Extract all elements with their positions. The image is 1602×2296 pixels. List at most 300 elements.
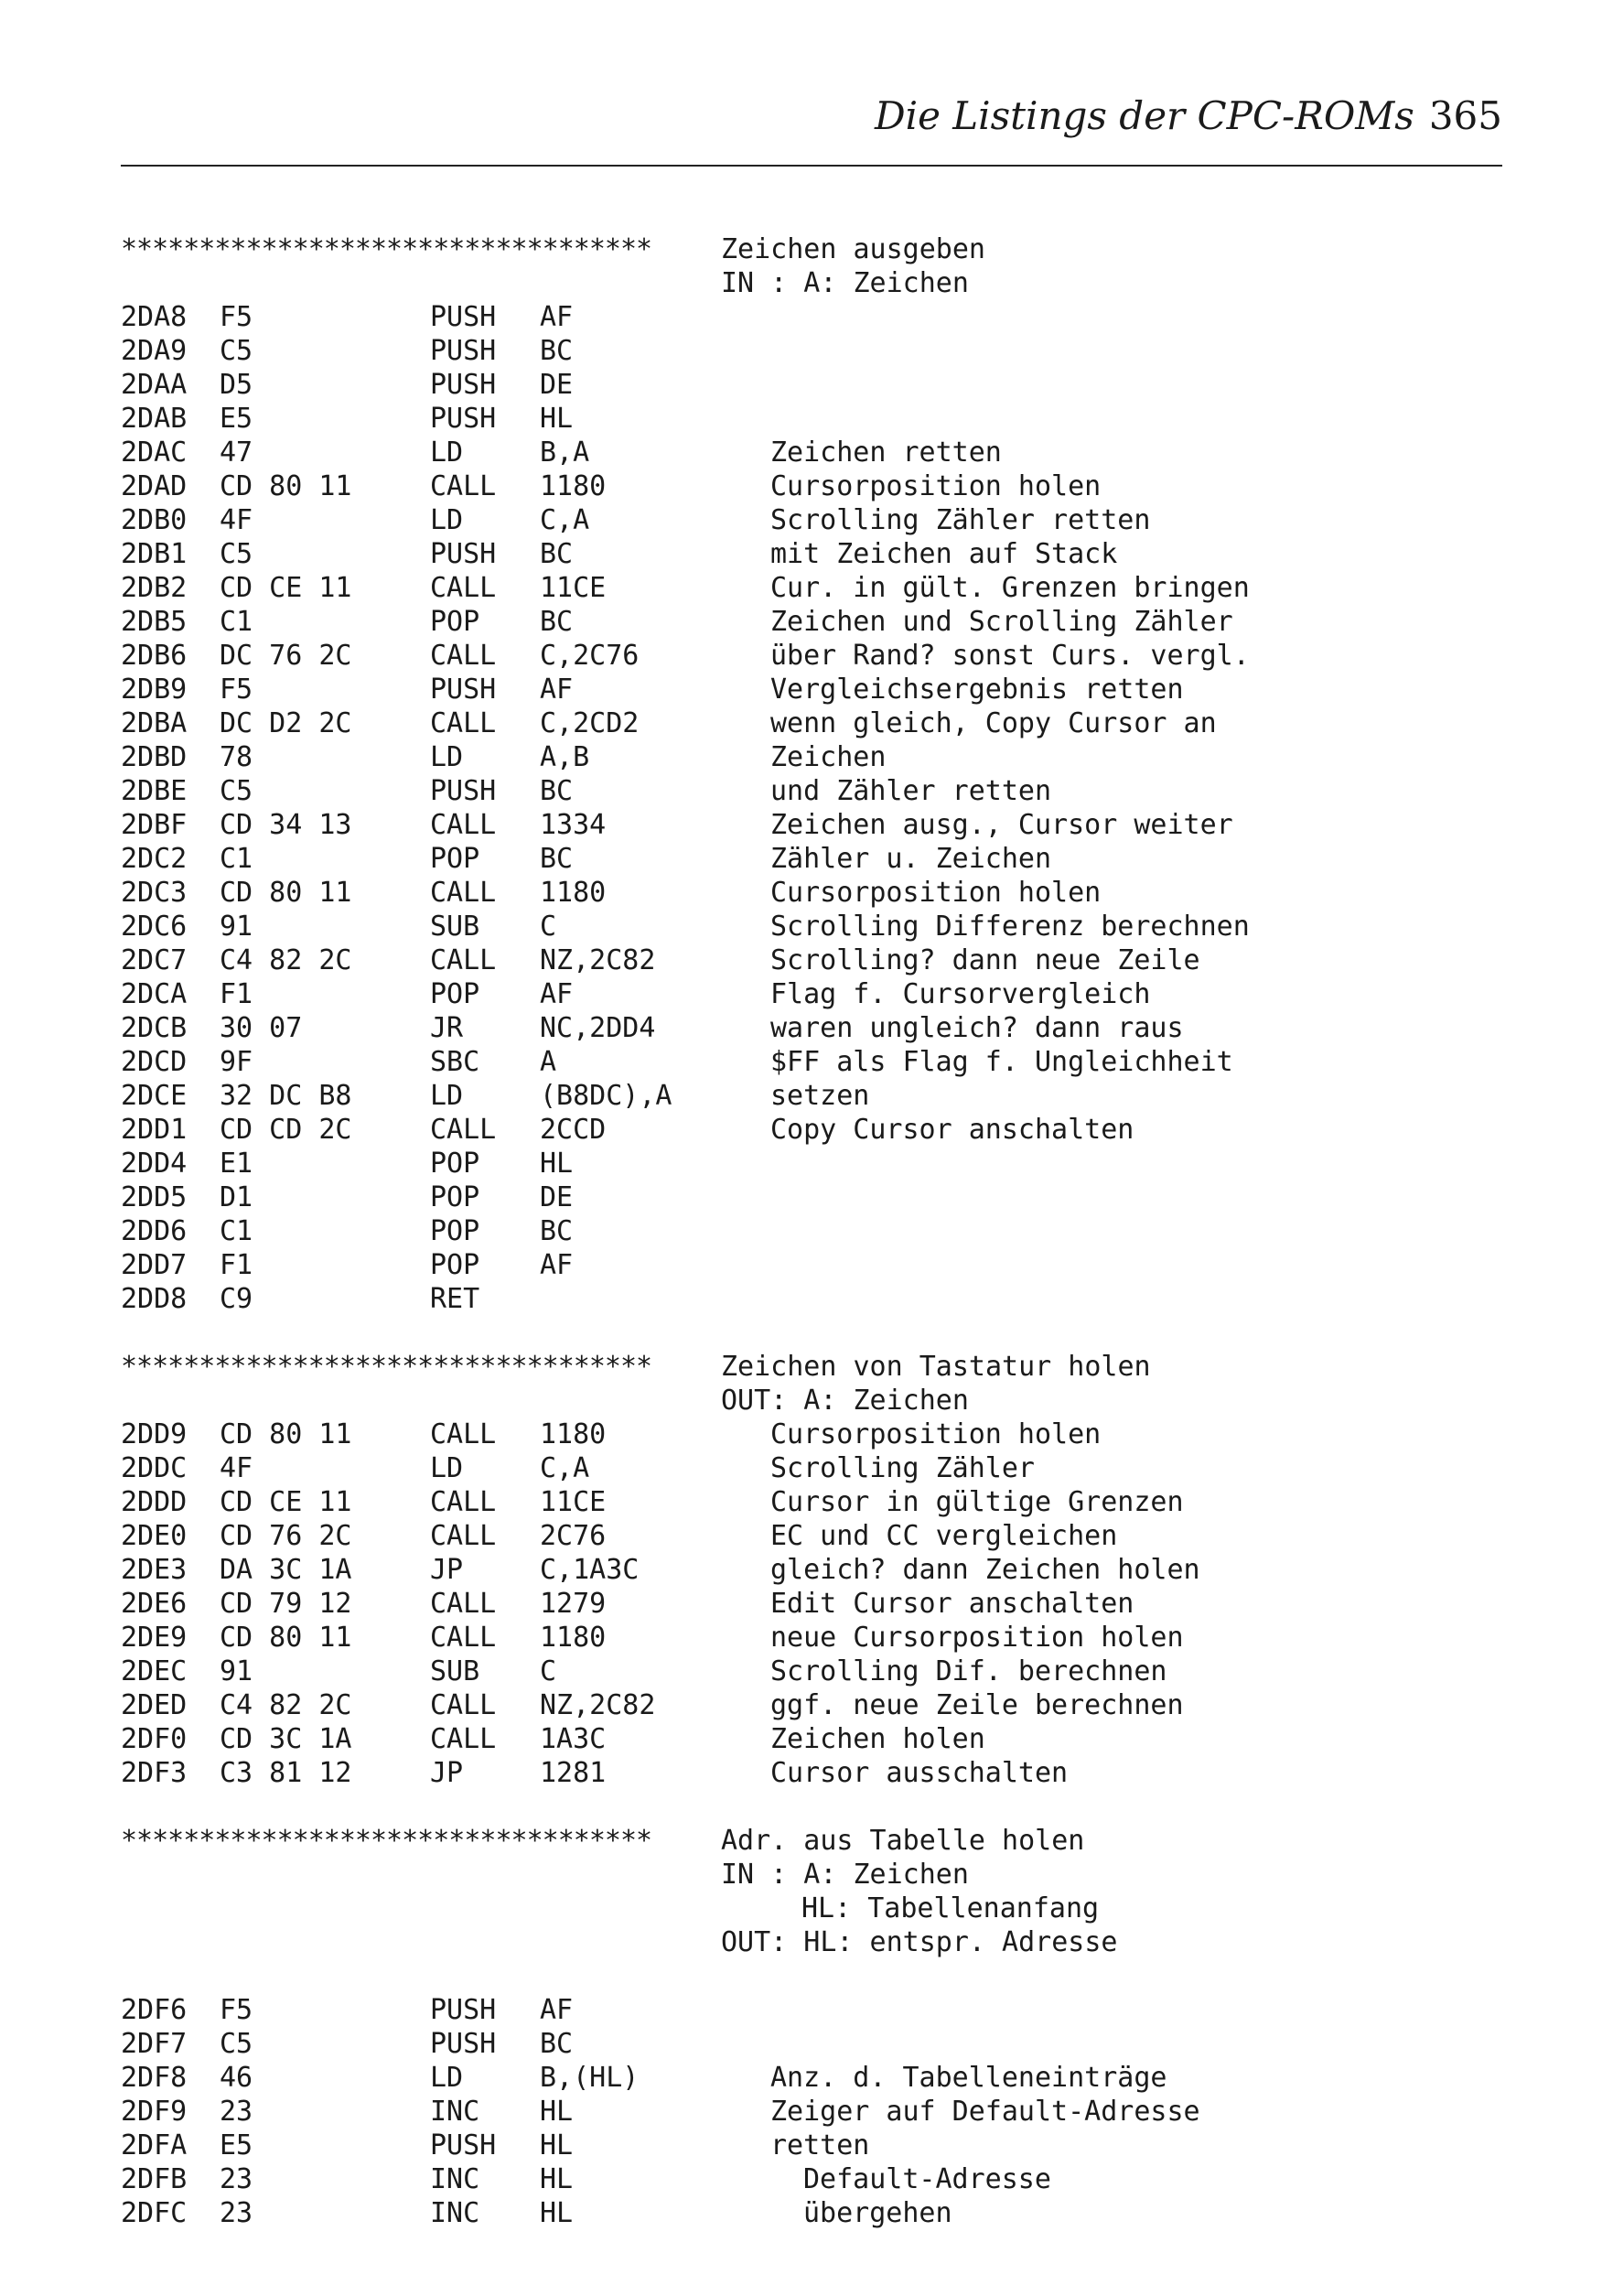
comment: gleich? dann Zeichen holen: [770, 1554, 1200, 1586]
address: 2DC2: [121, 843, 188, 875]
section-description: Zeichen ausgeben: [721, 233, 985, 265]
operand: C: [540, 1655, 557, 1687]
mnemonic: PUSH: [430, 775, 497, 807]
comment: Copy Cursor anschalten: [770, 1114, 1134, 1146]
address: 2DFC: [121, 2197, 188, 2229]
mnemonic: POP: [430, 606, 480, 638]
operand: 1180: [540, 1622, 607, 1654]
section-header-line: [121, 1892, 1502, 1925]
opcode-bytes: CD 3C 1A: [220, 1723, 352, 1755]
code-line: [121, 1655, 1502, 1688]
comment: wenn gleich, Copy Cursor an: [770, 707, 1217, 739]
separator-stars: **********************************: [121, 1351, 652, 1383]
opcode-bytes: CD 34 13: [220, 809, 352, 841]
opcode-bytes: 23: [220, 2163, 253, 2195]
code-line: [121, 300, 1502, 334]
address: 2DAC: [121, 437, 188, 469]
opcode-bytes: 23: [220, 2096, 253, 2128]
operand: 1281: [540, 1757, 607, 1789]
comment: waren ungleich? dann raus: [770, 1012, 1184, 1044]
operand: HL: [540, 2096, 574, 2128]
operand: 11CE: [540, 572, 607, 604]
code-line: [121, 1621, 1502, 1655]
address: 2DB6: [121, 640, 188, 672]
opcode-bytes: 46: [220, 2062, 253, 2094]
mnemonic: CALL: [430, 1520, 497, 1552]
operand: 1180: [540, 877, 607, 909]
operand: NZ,2C82: [540, 944, 656, 976]
opcode-bytes: 32 DC B8: [220, 1080, 352, 1112]
code-line: [121, 1180, 1502, 1214]
comment: $FF als Flag f. Ungleichheit: [770, 1046, 1233, 1078]
section-header-line: [121, 1858, 1502, 1892]
mnemonic: POP: [430, 1148, 480, 1180]
comment: Cursor in gültige Grenzen: [770, 1486, 1184, 1518]
mnemonic: POP: [430, 1215, 480, 1247]
code-line: [121, 1011, 1502, 1045]
mnemonic: CALL: [430, 1588, 497, 1620]
address: 2DD9: [121, 1418, 188, 1450]
comment: Cursor ausschalten: [770, 1757, 1069, 1789]
mnemonic: LD: [430, 741, 464, 773]
operand: 1A3C: [540, 1723, 607, 1755]
address: 2DF8: [121, 2062, 188, 2094]
opcode-bytes: 47: [220, 437, 253, 469]
code-line: [121, 1993, 1502, 2027]
operand: C,2C76: [540, 640, 640, 672]
section-description: IN : A: Zeichen: [721, 267, 969, 299]
code-line: [121, 1417, 1502, 1451]
operand: HL: [540, 2129, 574, 2161]
mnemonic: CALL: [430, 877, 497, 909]
code-line: [121, 2129, 1502, 2162]
mnemonic: PUSH: [430, 369, 497, 401]
opcode-bytes: CD CE 11: [220, 1486, 352, 1518]
address: 2DD1: [121, 1114, 188, 1146]
mnemonic: CALL: [430, 944, 497, 976]
address: 2DD4: [121, 1148, 188, 1180]
opcode-bytes: CD 76 2C: [220, 1520, 352, 1552]
comment: Anz. d. Tabelleneinträge: [770, 2062, 1167, 2094]
mnemonic: CALL: [430, 640, 497, 672]
code-line: [121, 1756, 1502, 1790]
mnemonic: INC: [430, 2197, 480, 2229]
code-line: [121, 605, 1502, 639]
opcode-bytes: DC 76 2C: [220, 640, 352, 672]
code-line: [121, 1147, 1502, 1180]
opcode-bytes: C3 81 12: [220, 1757, 352, 1789]
opcode-bytes: 91: [220, 1655, 253, 1687]
opcode-bytes: 91: [220, 911, 253, 943]
code-line: [121, 537, 1502, 571]
opcode-bytes: CD 80 11: [220, 1418, 352, 1450]
section-description: Zeichen von Tastatur holen: [721, 1351, 1151, 1383]
running-title: [875, 93, 1502, 138]
separator-stars: **********************************: [121, 1825, 652, 1857]
address: 2DB1: [121, 538, 188, 570]
opcode-bytes: D1: [220, 1181, 253, 1213]
blank-line: [121, 1316, 1502, 1350]
address: 2DF9: [121, 2096, 188, 2128]
section-header-line: [121, 1384, 1502, 1417]
operand: 1180: [540, 470, 607, 502]
comment: Zähler u. Zeichen: [770, 843, 1052, 875]
code-line: [121, 2196, 1502, 2230]
opcode-bytes: E5: [220, 2129, 253, 2161]
address: 2DB5: [121, 606, 188, 638]
operand: AF: [540, 1249, 574, 1281]
comment: ggf. neue Zeile berechnen: [770, 1689, 1184, 1721]
mnemonic: LD: [430, 437, 464, 469]
mnemonic: CALL: [430, 1689, 497, 1721]
operand: DE: [540, 1181, 574, 1213]
code-line: [121, 876, 1502, 910]
comment: Cursorposition holen: [770, 470, 1102, 502]
mnemonic: JP: [430, 1554, 464, 1586]
code-line: [121, 2162, 1502, 2196]
address: 2DC7: [121, 944, 188, 976]
operand: DE: [540, 369, 574, 401]
comment: übergehen: [803, 2197, 952, 2229]
opcode-bytes: C5: [220, 2028, 253, 2060]
mnemonic: CALL: [430, 809, 497, 841]
opcode-bytes: C5: [220, 775, 253, 807]
mnemonic: CALL: [430, 572, 497, 604]
code-line: [121, 1722, 1502, 1756]
section-header-line: [121, 1925, 1502, 1959]
section-description: OUT: A: Zeichen: [721, 1385, 969, 1417]
mnemonic: CALL: [430, 1114, 497, 1146]
opcode-bytes: C1: [220, 843, 253, 875]
operand: BC: [540, 1215, 574, 1247]
address: 2DDD: [121, 1486, 188, 1518]
comment: retten: [770, 2129, 870, 2161]
operand: C: [540, 911, 557, 943]
code-line: [121, 706, 1502, 740]
code-line: [121, 808, 1502, 842]
opcode-bytes: 4F: [220, 1452, 253, 1484]
opcode-bytes: C5: [220, 335, 253, 367]
mnemonic: PUSH: [430, 403, 497, 435]
code-line: [121, 639, 1502, 673]
address: 2DE6: [121, 1588, 188, 1620]
mnemonic: POP: [430, 1249, 480, 1281]
opcode-bytes: E1: [220, 1148, 253, 1180]
code-line: [121, 910, 1502, 943]
address: 2DC3: [121, 877, 188, 909]
operand: BC: [540, 606, 574, 638]
address: 2DD6: [121, 1215, 188, 1247]
code-line: [121, 1587, 1502, 1621]
address: 2DEC: [121, 1655, 188, 1687]
address: 2DD8: [121, 1283, 188, 1315]
operand: HL: [540, 2197, 574, 2229]
mnemonic: LD: [430, 504, 464, 536]
address: 2DBE: [121, 775, 188, 807]
section-header-line: [121, 1824, 1502, 1858]
comment: neue Cursorposition holen: [770, 1622, 1184, 1654]
mnemonic: PUSH: [430, 538, 497, 570]
address: 2DBD: [121, 741, 188, 773]
comment: Zeichen und Scrolling Zähler: [770, 606, 1233, 638]
code-line: [121, 334, 1502, 368]
code-line: [121, 1079, 1502, 1113]
address: 2DCB: [121, 1012, 188, 1044]
opcode-bytes: C9: [220, 1283, 253, 1315]
address: 2DCD: [121, 1046, 188, 1078]
section-header-line: [121, 266, 1502, 300]
comment: Cursorposition holen: [770, 1418, 1102, 1450]
opcode-bytes: F1: [220, 978, 253, 1010]
mnemonic: LD: [430, 1080, 464, 1112]
opcode-bytes: C1: [220, 1215, 253, 1247]
mnemonic: PUSH: [430, 674, 497, 706]
address: 2DE0: [121, 1520, 188, 1552]
code-line: [121, 943, 1502, 977]
mnemonic: PUSH: [430, 301, 497, 333]
code-line: [121, 469, 1502, 503]
operand: BC: [540, 335, 574, 367]
address: 2DBA: [121, 707, 188, 739]
mnemonic: CALL: [430, 1418, 497, 1450]
opcode-bytes: 9F: [220, 1046, 253, 1078]
operand: C,2CD2: [540, 707, 640, 739]
code-line: [121, 673, 1502, 706]
opcode-bytes: CD 79 12: [220, 1588, 352, 1620]
operand: 2CCD: [540, 1114, 607, 1146]
section-header-line: [121, 232, 1502, 266]
mnemonic: CALL: [430, 470, 497, 502]
separator-stars: **********************************: [121, 233, 652, 265]
operand: BC: [540, 775, 574, 807]
operand: NC,2DD4: [540, 1012, 656, 1044]
code-line: [121, 977, 1502, 1011]
mnemonic: POP: [430, 843, 480, 875]
comment: und Zähler retten: [770, 775, 1052, 807]
operand: B,(HL): [540, 2062, 640, 2094]
operand: AF: [540, 978, 574, 1010]
code-line: [121, 1248, 1502, 1282]
comment: Scrolling Dif. berechnen: [770, 1655, 1167, 1687]
comment: Cursorposition holen: [770, 877, 1102, 909]
code-line: [121, 402, 1502, 436]
code-line: [121, 368, 1502, 402]
opcode-bytes: CD CE 11: [220, 572, 352, 604]
opcode-bytes: CD 80 11: [220, 877, 352, 909]
section-description: Adr. aus Tabelle holen: [721, 1825, 1085, 1857]
comment: Zeiger auf Default-Adresse: [770, 2096, 1200, 2128]
operand: 1279: [540, 1588, 607, 1620]
address: 2DF6: [121, 1994, 188, 2026]
operand: 11CE: [540, 1486, 607, 1518]
code-line: [121, 2027, 1502, 2061]
comment: Zeichen: [770, 741, 887, 773]
opcode-bytes: 23: [220, 2197, 253, 2229]
operand: A,B: [540, 741, 590, 773]
opcode-bytes: D5: [220, 369, 253, 401]
address: 2DD5: [121, 1181, 188, 1213]
address: 2DC6: [121, 911, 188, 943]
operand: HL: [540, 403, 574, 435]
mnemonic: POP: [430, 978, 480, 1010]
operand: C,1A3C: [540, 1554, 640, 1586]
code-line: [121, 571, 1502, 605]
address: 2DAA: [121, 369, 188, 401]
operand: HL: [540, 2163, 574, 2195]
mnemonic: CALL: [430, 707, 497, 739]
opcode-bytes: CD CD 2C: [220, 1114, 352, 1146]
code-line: [121, 1519, 1502, 1553]
mnemonic: PUSH: [430, 1994, 497, 2026]
comment: Zeichen ausg., Cursor weiter: [770, 809, 1233, 841]
operand: C,A: [540, 1452, 590, 1484]
comment: EC und CC vergleichen: [770, 1520, 1118, 1552]
mnemonic: CALL: [430, 1723, 497, 1755]
opcode-bytes: DA 3C 1A: [220, 1554, 352, 1586]
address: 2DB2: [121, 572, 188, 604]
section-header-line: [121, 1350, 1502, 1384]
code-line: [121, 1045, 1502, 1079]
page-number: 365: [1428, 93, 1502, 138]
mnemonic: JP: [430, 1757, 464, 1789]
mnemonic: JR: [430, 1012, 464, 1044]
address: 2DBF: [121, 809, 188, 841]
address: 2DFB: [121, 2163, 188, 2195]
comment: Zeichen holen: [770, 1723, 985, 1755]
code-line: [121, 774, 1502, 808]
opcode-bytes: F1: [220, 1249, 253, 1281]
comment: Scrolling Zähler retten: [770, 504, 1151, 536]
code-line: [121, 740, 1502, 774]
code-line: [121, 1688, 1502, 1722]
address: 2DED: [121, 1689, 188, 1721]
code-line: [121, 1451, 1502, 1485]
comment: über Rand? sonst Curs. vergl.: [770, 640, 1250, 672]
opcode-bytes: CD 80 11: [220, 1622, 352, 1654]
comment: Scrolling Differenz berechnen: [770, 911, 1250, 943]
mnemonic: INC: [430, 2096, 480, 2128]
address: 2DF3: [121, 1757, 188, 1789]
address: 2DAB: [121, 403, 188, 435]
mnemonic: CALL: [430, 1622, 497, 1654]
operand: (B8DC),A: [540, 1080, 672, 1112]
section-header-line: [121, 1959, 1502, 1993]
operand: AF: [540, 674, 574, 706]
comment: Flag f. Cursorvergleich: [770, 978, 1151, 1010]
opcode-bytes: 78: [220, 741, 253, 773]
address: 2DB0: [121, 504, 188, 536]
comment: Cur. in gült. Grenzen bringen: [770, 572, 1250, 604]
blank-line: [121, 1790, 1502, 1824]
operand: NZ,2C82: [540, 1689, 656, 1721]
running-title-text: Die Listings der CPC-ROMs: [874, 93, 1414, 138]
mnemonic: RET: [430, 1283, 480, 1315]
comment: Default-Adresse: [803, 2163, 1051, 2195]
mnemonic: PUSH: [430, 2028, 497, 2060]
opcode-bytes: CD 80 11: [220, 470, 352, 502]
code-line: [121, 436, 1502, 469]
code-line: [121, 1282, 1502, 1316]
comment: mit Zeichen auf Stack: [770, 538, 1118, 570]
opcode-bytes: F5: [220, 1994, 253, 2026]
address: 2DAD: [121, 470, 188, 502]
address: 2DCE: [121, 1080, 188, 1112]
address: 2DA9: [121, 335, 188, 367]
mnemonic: INC: [430, 2163, 480, 2195]
opcode-bytes: 4F: [220, 504, 253, 536]
code-line: [121, 1553, 1502, 1587]
address: 2DE9: [121, 1622, 188, 1654]
comment: Scrolling Zähler: [770, 1452, 1035, 1484]
address: 2DCA: [121, 978, 188, 1010]
opcode-bytes: F5: [220, 674, 253, 706]
mnemonic: LD: [430, 1452, 464, 1484]
mnemonic: PUSH: [430, 2129, 497, 2161]
operand: 2C76: [540, 1520, 607, 1552]
comment: Edit Cursor anschalten: [770, 1588, 1134, 1620]
code-line: [121, 503, 1502, 537]
mnemonic: SBC: [430, 1046, 480, 1078]
mnemonic: SUB: [430, 911, 480, 943]
operand: BC: [540, 843, 574, 875]
assembly-listing: [121, 232, 1502, 2230]
section-description: OUT: HL: entspr. Adresse: [721, 1926, 1118, 1958]
comment: Scrolling? dann neue Zeile: [770, 944, 1200, 976]
operand: AF: [540, 301, 574, 333]
code-line: [121, 842, 1502, 876]
operand: BC: [540, 538, 574, 570]
mnemonic: LD: [430, 2062, 464, 2094]
address: 2DA8: [121, 301, 188, 333]
opcode-bytes: 30 07: [220, 1012, 303, 1044]
code-line: [121, 1113, 1502, 1147]
operand: BC: [540, 2028, 574, 2060]
opcode-bytes: E5: [220, 403, 253, 435]
operand: 1180: [540, 1418, 607, 1450]
code-line: [121, 1485, 1502, 1519]
address: 2DE3: [121, 1554, 188, 1586]
operand: AF: [540, 1994, 574, 2026]
mnemonic: SUB: [430, 1655, 480, 1687]
address: 2DB9: [121, 674, 188, 706]
opcode-bytes: C1: [220, 606, 253, 638]
code-line: [121, 2095, 1502, 2129]
address: 2DD7: [121, 1249, 188, 1281]
operand: HL: [540, 1148, 574, 1180]
operand: B,A: [540, 437, 590, 469]
opcode-bytes: C4 82 2C: [220, 1689, 352, 1721]
mnemonic: CALL: [430, 1486, 497, 1518]
comment: Zeichen retten: [770, 437, 1002, 469]
page-header: [121, 92, 1502, 167]
opcode-bytes: F5: [220, 301, 253, 333]
address: 2DFA: [121, 2129, 188, 2161]
code-line: [121, 2061, 1502, 2095]
comment: setzen: [770, 1080, 870, 1112]
operand: A: [540, 1046, 557, 1078]
section-description: IN : A: Zeichen: [721, 1859, 969, 1891]
operand: 1334: [540, 809, 607, 841]
address: 2DDC: [121, 1452, 188, 1484]
address: 2DF7: [121, 2028, 188, 2060]
code-line: [121, 1214, 1502, 1248]
operand: C,A: [540, 504, 590, 536]
mnemonic: POP: [430, 1181, 480, 1213]
opcode-bytes: C4 82 2C: [220, 944, 352, 976]
address: 2DF0: [121, 1723, 188, 1755]
opcode-bytes: DC D2 2C: [220, 707, 352, 739]
section-description: HL: Tabellenanfang: [801, 1892, 1100, 1924]
